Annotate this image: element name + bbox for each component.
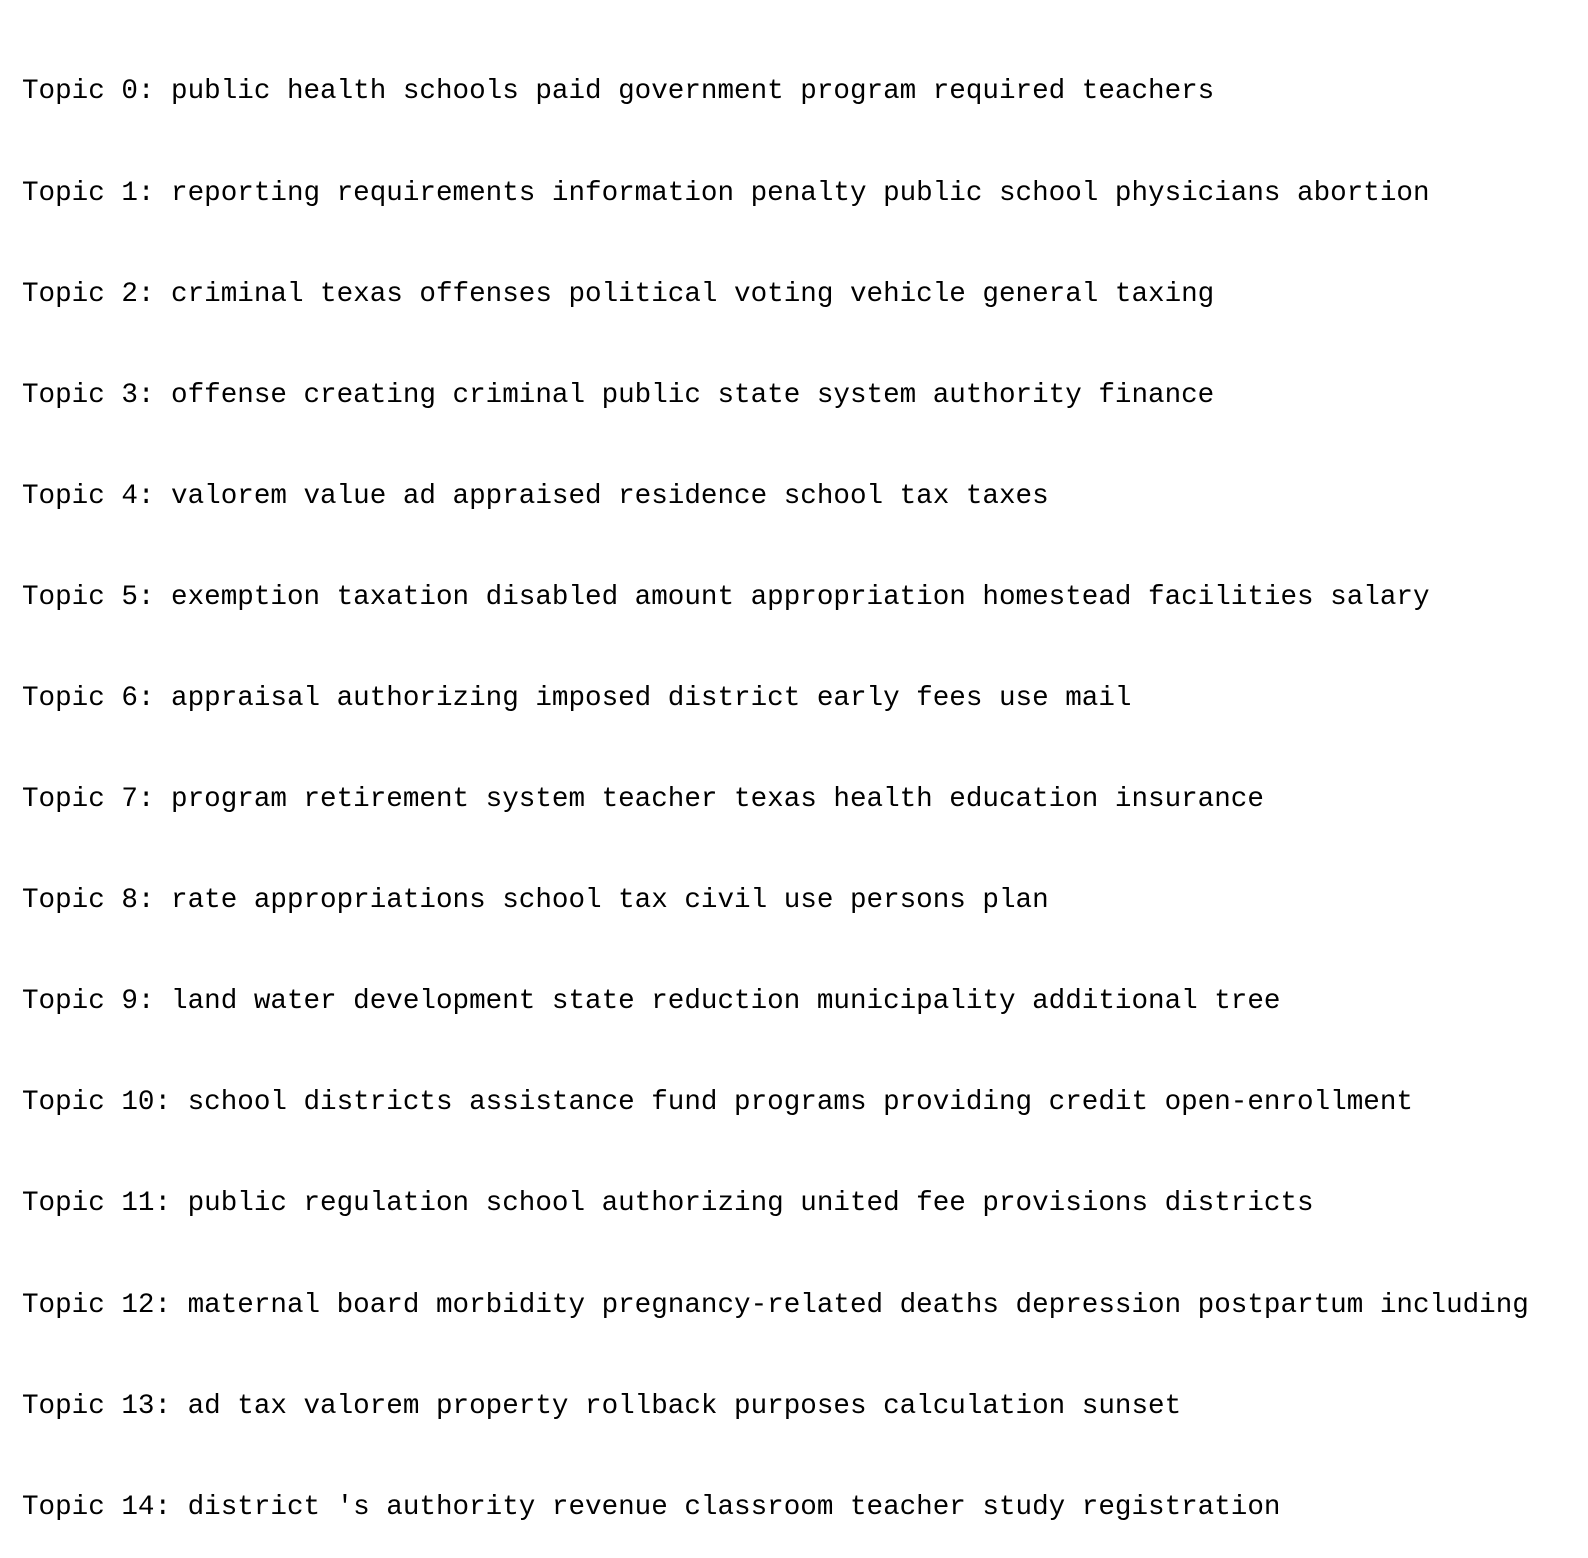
- topic-line: Topic 10: school districts assistance fund programs providing credit open-enrollment: [22, 1087, 1413, 1119]
- topic-line: Topic 5: exemption taxation disabled amount appropriation homestead facilities salary: [22, 581, 1430, 613]
- topic-line: Topic 7: program retirement system teacher texas health education insurance: [22, 784, 1264, 816]
- topic-line: Topic 1: reporting requirements information penalty public school physicians abortion: [22, 177, 1430, 209]
- topic-line: Topic 0: public health schools paid government program required teachers: [22, 76, 1215, 108]
- topic-line: Topic 12: maternal board morbidity pregnancy-related deaths depression postpartum including: [22, 1289, 1529, 1321]
- topic-line: Topic 2: criminal texas offenses political voting vehicle general taxing: [22, 278, 1215, 310]
- topic-line: Topic 4: valorem value ad appraised residence school tax taxes: [22, 480, 1049, 512]
- topic-line: Topic 9: land water development state reduction municipality additional tree: [22, 986, 1281, 1018]
- topic-line: Topic 8: rate appropriations school tax civil use persons plan: [22, 885, 1049, 917]
- topic-line: Topic 3: offense creating criminal public state system authority finance: [22, 379, 1215, 411]
- topic-output: [22, 8, 1529, 1558]
- topic-line: Topic 13: ad tax valorem property rollback purposes calculation sunset: [22, 1390, 1182, 1422]
- topic-line: Topic 11: public regulation school authorizing united fee provisions districts: [22, 1188, 1314, 1220]
- topic-line: Topic 14: district 's authority revenue classroom teacher study registration: [22, 1491, 1281, 1523]
- topic-line: Topic 6: appraisal authorizing imposed district early fees use mail: [22, 682, 1132, 714]
